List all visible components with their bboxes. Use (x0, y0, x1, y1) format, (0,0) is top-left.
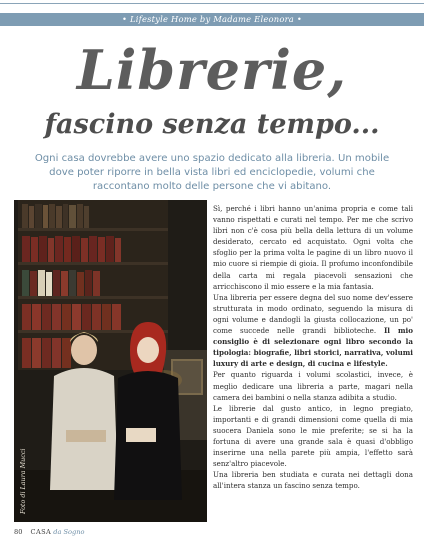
page-number: 80 (14, 528, 23, 536)
section-header-band: • Lifestyle Home by Madame Eleonora • (0, 13, 424, 26)
photo-credit-text: Foto di Laura Mucci (19, 448, 27, 514)
article-body (213, 203, 413, 491)
article-title: Librerie, (76, 38, 348, 102)
top-rule (0, 3, 424, 4)
body-paragraph-5: Una libreria ben studiata e curata nei dettagli dona all'intera stanza un fascino senza tempo. (213, 470, 413, 491)
body-paragraph-2 (213, 292, 413, 370)
body-paragraph-3: Per quanto riguarda i volumi scolastici, invece, è meglio dedicare una libreria a parte, magari nella camera dei bambini o nella stanza adibita a studio. (213, 370, 413, 402)
body-paragraph-1: Sì, perché i libri hanno un'anima propria e come tali vanno rispettati e curati nel tempo. Per me che scrivo libri non c'è cosa più bella della lettura di un volume desiderato, cercato ed acquistato. Ogni volta che sfoglio per la prima volta le pagine di un libro nuovo il mio cuore si riempie di gioia. Il profumo inconfondibile della carta mi regala piacevoli sensazioni che arricchiscono il mio essere e la mia fantasia. (213, 204, 413, 291)
body-paragraph-2-text: Una libreria per essere degna del suo nome dev'essere strutturata in modo ordinato, seguendo la misura di ogni volume e dandogli la giusta collocazione, un po' come succede nelle grandi biblioteche. (213, 292, 413, 336)
article-lede: Ogni casa dovrebbe avere uno spazio dedicato alla libreria. Un mobile dove poter riporre in bella vista libri ed enciclopedie, volumi che raccontano molto delle persone che vi abitano. (34, 153, 390, 193)
article-photo (14, 200, 207, 522)
body-paragraph-4: Le librerie dal gusto antico, in legno pregiato, importanti e di grandi dimensioni come quella di mia suocera Daniela sono le mie preferite; se si ha la fortuna di avere una grande sala è quasi d'obbligo inserirne una nella parete più ampia, l'effetto sarà senz'altro piacevole. (213, 403, 413, 469)
body-paragraph-2-bold: Il mio consiglio è di selezionare ogni libro secondo la tipologia: biografie, libri storici, narrativa, volumi luxury di arte e design, di cucina e lifestyle. (213, 326, 413, 369)
article-subtitle: fascino senza tempo... (44, 109, 380, 140)
photo-illustration (14, 200, 207, 522)
photo-credit (18, 418, 28, 514)
magazine-name-sogno: da Sogno (53, 528, 85, 536)
magazine-name-casa: CASA (30, 528, 52, 536)
page-footer (14, 526, 84, 538)
